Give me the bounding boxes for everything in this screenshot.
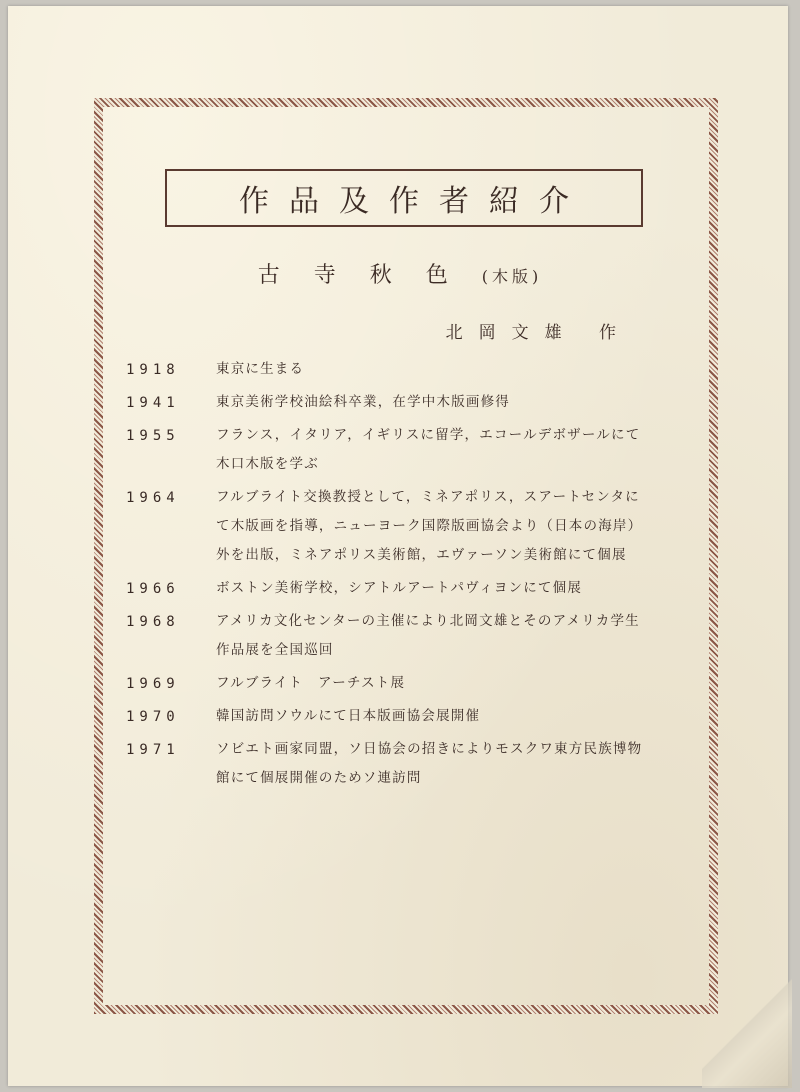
timeline-year: 1970	[126, 709, 180, 725]
page-title: 作品及作者紹介	[239, 184, 589, 219]
timeline-text: 東京美術学校油絵科卒業，在学中木版画修得	[216, 394, 510, 410]
title-box	[165, 169, 643, 227]
timeline-entry	[126, 358, 646, 384]
timeline-year: 1968	[126, 614, 180, 630]
timeline-year: 1971	[126, 742, 180, 758]
work-title: 古寺秋色	[257, 263, 482, 288]
timeline-year: 1966	[126, 581, 180, 597]
timeline-year: 1969	[126, 676, 180, 692]
timeline-text: ボストン美術学校，シアトルアートパヴィヨンにて個展	[216, 580, 583, 596]
timeline-text: フルブライト交換教授として，ミネアポリス，スアートセンタにて木版画を指導，ニューヨーク国際版画協会より（日本の海岸）外を出版，ミネアポリス美術館，エヴァーソン美術館にて個展	[216, 489, 643, 563]
torn-corner	[702, 978, 792, 1088]
timeline-entry	[126, 424, 646, 479]
timeline-entry	[126, 705, 646, 731]
biography-timeline	[126, 358, 646, 800]
timeline-text: アメリカ文化センターの主催により北岡文雄とそのアメリカ学生作品展を全国巡回	[216, 613, 640, 658]
timeline-text: ソビエト画家同盟，ソ日協会の招きによりモスクワ東方民族博物館にて個展開催のためソ連訪問	[216, 741, 643, 786]
author-name: 北岡文雄 作	[445, 323, 632, 343]
timeline-text: 東京に生まる	[216, 361, 305, 377]
timeline-text: フルブライト アーチスト展	[216, 675, 406, 691]
timeline-year: 1964	[126, 490, 180, 506]
timeline-text: 韓国訪問ソウルにて日本版画協会展開催	[216, 708, 481, 724]
timeline-entry	[126, 738, 646, 793]
timeline-entry	[126, 391, 646, 417]
work-title-line	[0, 258, 800, 289]
timeline-entry	[126, 672, 646, 698]
timeline-year: 1941	[126, 395, 180, 411]
timeline-year: 1918	[126, 362, 180, 378]
timeline-year: 1955	[126, 428, 180, 444]
timeline-entry	[126, 610, 646, 665]
timeline-entry	[126, 486, 646, 570]
timeline-text: フランス，イタリア，イギリスに留学，エコールデボザールにて木口木版を学ぶ	[216, 427, 641, 472]
timeline-entry	[126, 577, 646, 603]
work-medium: (木版)	[481, 267, 543, 286]
